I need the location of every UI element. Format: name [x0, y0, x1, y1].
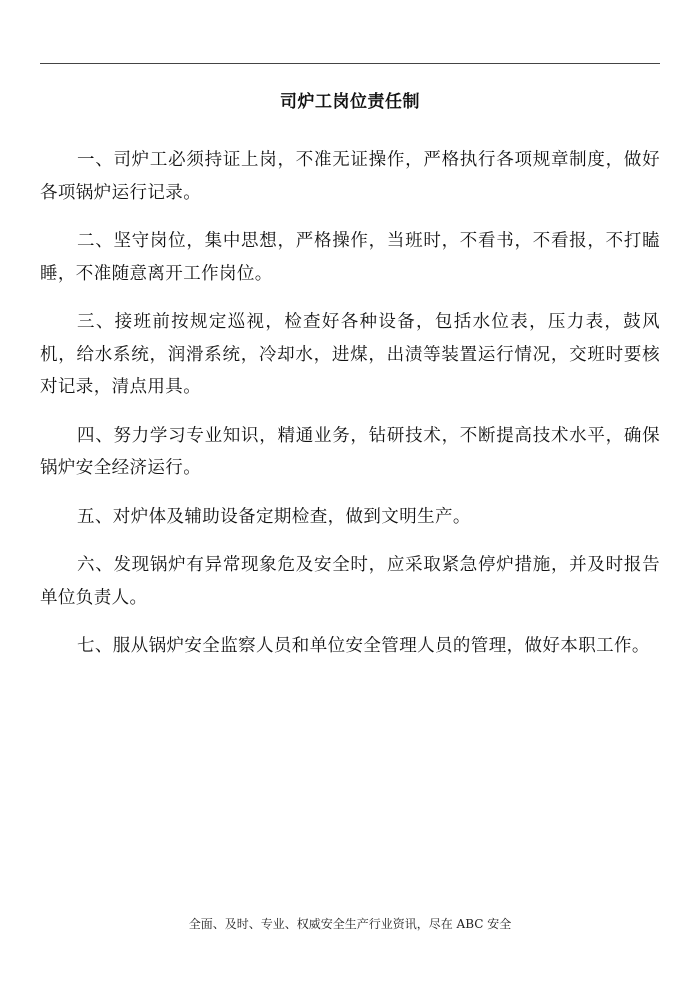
- clause-list: [40, 144, 660, 679]
- page-footer: 全面、及时、专业、权威安全生产行业资讯，尽在 ABC 安全: [188, 917, 512, 931]
- clause-3: 三、接班前按规定巡视，检查好各种设备，包括水位表，压力表，鼓风机，给水系统，润滑系统，冷却水，进煤，出渍等装置运行情况，交班时要核对记录，清点用具。: [40, 312, 660, 397]
- clause-5: 五、对炉体及辅助设备定期检查，做到文明生产。: [77, 506, 471, 527]
- clause-2: 二、坚守岗位，集中思想，严格操作，当班时，不看书，不看报，不打瞌睡，不准随意离开工作岗位。: [40, 231, 660, 284]
- clause-6: 六、发现锅炉有异常现象危及安全时，应采取紧急停炉措施，并及时报告单位负责人。: [40, 555, 660, 608]
- header-divider: [40, 63, 660, 64]
- clause-1: 一、司炉工必须持证上岗，不准无证操作，严格执行各项规章制度，做好各项锅炉运行记录。: [40, 150, 660, 203]
- clause-4: 四、努力学习专业知识，精通业务，钻研技术，不断提高技术水平，确保锅炉安全经济运行。: [40, 425, 660, 478]
- clause-7: 七、服从锅炉安全监察人员和单位安全管理人员的管理，做好本职工作。: [77, 636, 650, 656]
- document-title: 司炉工岗位责任制: [280, 92, 420, 112]
